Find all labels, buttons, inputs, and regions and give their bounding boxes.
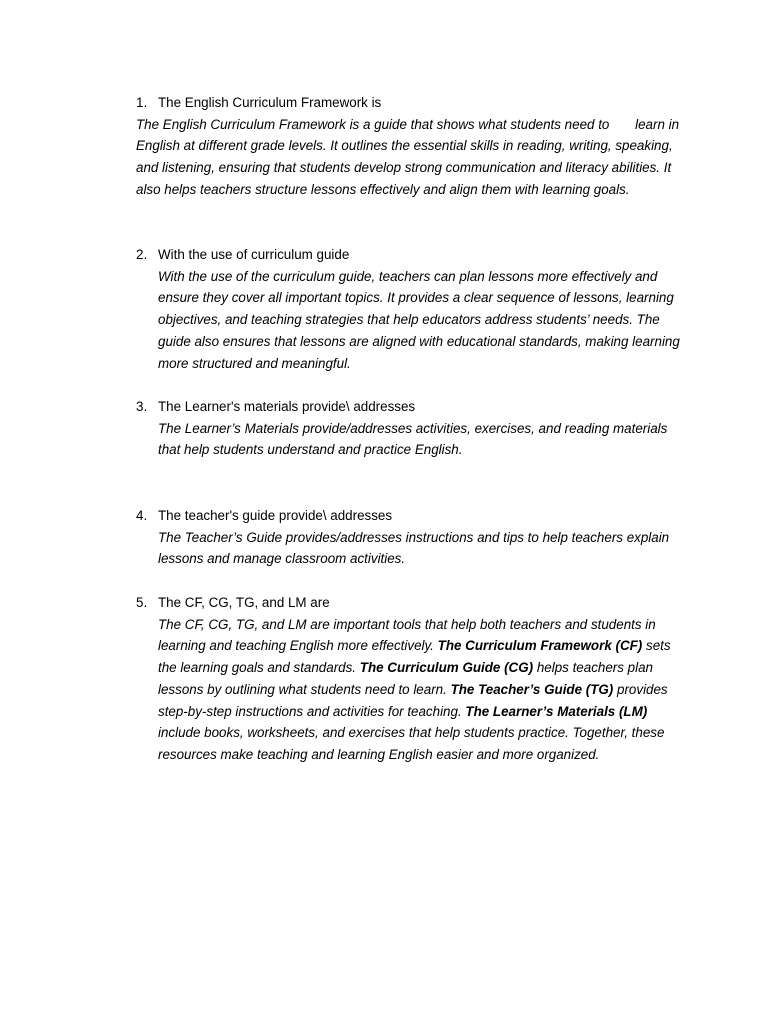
question-number: 1. <box>136 95 148 110</box>
question-text: The CF, CG, TG, and LM are <box>158 595 330 610</box>
answer-text: The Teacher’s Guide provides/addresses instructions and tips to help teachers explain lessons and manage classroom activities. <box>158 529 670 567</box>
answer-part: learn in English at different grade levels. It outlines the essential skills in reading, writing, speaking, and listening, ensuring that students develop strong communication and literacy abilities. It also helps teachers structure lessons effectively and align them with learning goals. <box>136 116 680 197</box>
term-learners-materials: The Learner’s Materials (LM) <box>465 703 648 719</box>
answer-part: The CF, CG, TG, and LM are important tools that help both teachers and students in learning and teaching English more effectively. <box>158 616 656 654</box>
question-4 <box>136 505 684 570</box>
question-number: 2. <box>136 247 148 262</box>
question-text: The teacher's guide provide\ addresses <box>158 508 393 523</box>
answer-text: With the use of the curriculum guide, teachers can plan lessons more effectively and ensure they cover all important topics. It provides a clear sequence of lessons, learning objectives, and teaching strategies that help educators address students’ needs. The guide also ensures that lessons are aligned with educational standards, making learning more structured and meaningful. <box>158 268 680 371</box>
question-heading <box>136 505 684 527</box>
question-2 <box>136 244 684 374</box>
answer-part: helps teachers plan lessons by outlining what students need to learn. <box>158 660 653 697</box>
question-3 <box>136 396 684 461</box>
answer-part: provides step-by-step instructions and activities for teaching. <box>158 681 668 719</box>
term-teachers-guide: The Teacher’s Guide (TG) <box>450 681 614 697</box>
question-heading <box>136 592 684 614</box>
question-text: With the use of curriculum guide <box>158 247 350 262</box>
term-curriculum-framework: The Curriculum Framework (CF) <box>437 638 643 654</box>
question-number: 3. <box>136 399 148 414</box>
question-text: The English Curriculum Framework is <box>158 95 382 110</box>
answer-part: sets the learning goals and standards. <box>158 638 671 676</box>
answer-part: include books, worksheets, and exercises that help students practice. Together, these resources make teaching and learning English easier and more organized. <box>158 725 665 762</box>
question-heading <box>136 92 684 114</box>
question-5 <box>136 592 684 766</box>
answer-text <box>136 614 684 766</box>
question-1 <box>136 92 684 201</box>
question-text: The Learner's materials provide\ addresses <box>158 399 416 414</box>
question-number: 5. <box>136 595 148 610</box>
question-heading <box>136 396 684 418</box>
term-curriculum-guide: The Curriculum Guide (CG) <box>359 660 534 676</box>
question-number: 4. <box>136 508 148 523</box>
answer-text: The Learner’s Materials provide/addresses activities, exercises, and reading materials that help students understand and practice English. <box>158 420 668 458</box>
answer-text <box>136 114 684 201</box>
question-heading <box>136 244 684 266</box>
answer-part: The English Curriculum Framework is a guide that shows what students need to <box>136 116 610 132</box>
